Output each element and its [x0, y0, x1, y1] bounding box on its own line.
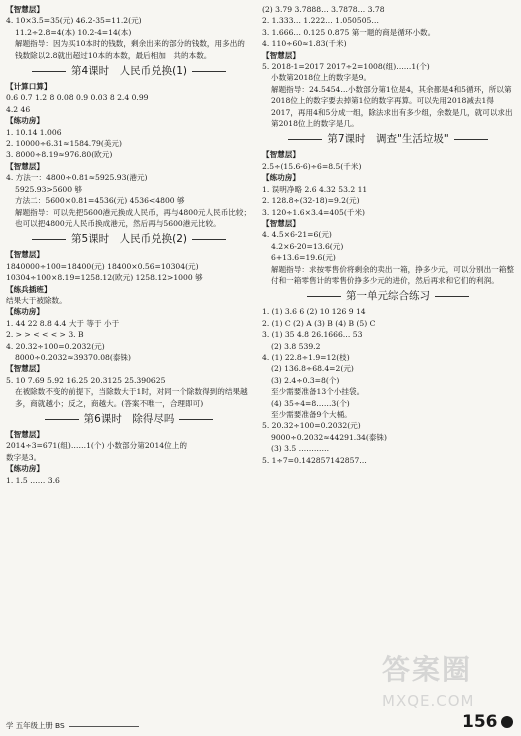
answer-line: 至少需要准备13个小挂袋。 — [271, 387, 365, 397]
explanation-paragraph: 在被除数不变的前提下，当除数大于1时，对同一个除数得到的结果越多，商就越小；反之，商越大。(答案不唯一，合理即可) — [15, 387, 248, 408]
section-tag: 【练功房】 — [6, 307, 44, 317]
heading-rule — [192, 71, 226, 72]
watermark — [372, 648, 512, 718]
answer-line: 2. > > < < < > 3. B — [6, 330, 84, 340]
section-tag: 【练功房】 — [6, 464, 44, 474]
answer-line: 5. 10 7.69 5.92 16.25 20.3125 25.390625 — [6, 375, 166, 385]
answer-line: 4.2 46 — [6, 104, 31, 114]
answer-line: 1. 10.14 1.006 — [6, 127, 62, 137]
section-tag: 【计算口算】 — [6, 82, 52, 92]
footer-rule — [69, 726, 139, 727]
explanation-paragraph: 解题指导：因为买10本时的钱数，剩余出来的部分的钱数，用多出的钱数除以2.8就出超过10本的本数，最后相加 共的本数。 — [15, 39, 245, 60]
answer-line: 小数第2018位上的数字是9。 — [271, 73, 372, 83]
heading-rule — [288, 139, 322, 140]
answer-line: 0.6 0.7 1.2 8 0.08 0.9 0.03 8 2.4 0.99 — [6, 93, 149, 103]
lesson-heading-text: 第5课时 人民币兑换(2) — [70, 233, 188, 246]
heading-rule — [179, 419, 213, 420]
explanation-paragraph: 解题指导：可以先把5600港元换成人民币，再与4800元人民币比较；也可以把4800元人民币换成港元，然后再与5600港元比较。 — [15, 207, 252, 228]
answer-line: 10304÷100×8.19=1258.12(欧元) 1258.12>1000 够 — [6, 273, 203, 283]
answer-line: 9000÷0.2032≈44291.34(泰铢) — [271, 432, 387, 442]
answer-line: 4. 方法一：4800÷0.81≈5925.93(港元) — [6, 173, 148, 183]
answer-line: 5. 2018-1=2017 2017÷2=1008(组)……1(个) — [262, 62, 430, 72]
answer-line: 2. (1) C (2) A (3) B (4) B (5) C — [262, 318, 376, 328]
answer-line: 1. (1) 3.6 6 (2) 10 126 9 14 — [262, 307, 366, 317]
lesson-heading — [6, 229, 252, 249]
answer-line: 1. 误明净略 2.6 4.32 53.2 11 — [262, 184, 368, 194]
lesson-heading — [6, 61, 252, 81]
right-column — [262, 4, 514, 466]
answer-line: 结果大于被除数。 — [6, 295, 67, 305]
lesson-heading-text: 第一单元综合练习 — [346, 290, 430, 303]
answer-line: 11.2÷2.8=4(本) 10.2-4=14(本) — [15, 27, 132, 37]
footer — [6, 720, 139, 731]
section-tag: 【智慧层】 — [6, 5, 44, 14]
section-tag: 【智慧层】 — [6, 430, 44, 439]
explanation-paragraph: 解题指导：24.5454…小数部分第1位是4，其余都是4和5循环，所以第2018位上的数字要去掉第1位的数字再算。可以先用2018减去1得2017，再用4和5分成一组，除法求出有多少组，余数是几，就可以求出第2018位上的数字是几。 — [271, 84, 513, 129]
answer-line: 5. 20.32÷100=0.2032(元) — [262, 421, 361, 431]
lesson-heading-text: 第7课时 调查"生活垃圾" — [327, 133, 449, 146]
answer-line: 4. 20.32÷100=0.2032(元) — [6, 341, 105, 351]
answer-line: (2) 136.8÷68.4=2(元) — [271, 364, 354, 374]
section-tag: 【智慧层】 — [6, 250, 44, 260]
heading-rule — [45, 419, 79, 420]
lesson-heading — [262, 286, 514, 306]
left-column — [6, 4, 252, 486]
answer-line: 4. (1) 22.8÷1.9=12(枝) — [262, 352, 350, 362]
footer-text: 学 五年级上册 BS — [6, 721, 65, 730]
section-tag: 【智慧层】 — [262, 50, 300, 60]
answer-line: 8000÷0.2032≈39370.08(泰铢) — [15, 352, 131, 362]
answer-line: 1. 1.5 …… 3.6 — [6, 475, 60, 485]
watermark-line1: 答案圈 — [382, 653, 473, 686]
explanation-paragraph: 解题指导：求按零售价将剩余的卖出一箱，挣多少元，可以分别出一箱整付和一箱零售计的零售价挣多少元的进价，然后再求和它们的利润。 — [271, 264, 514, 285]
answer-line: 5. 1÷7=0.142857142857… — [262, 455, 367, 465]
section-tag: 【智慧层】 — [6, 364, 44, 374]
answer-line: 2. 10000÷6.31≈1584.79(美元) — [6, 139, 122, 149]
answer-line: 4. 110÷60≈1.83(千米) — [262, 39, 347, 49]
answer-line: 3. 8000÷8.19≈976.80(欧元) — [6, 150, 113, 160]
lesson-heading — [262, 129, 514, 149]
answer-line: (3) 3.5 ………… — [271, 444, 330, 454]
section-tag: 【智慧层】 — [262, 218, 300, 228]
answer-line: 方法二：5600×0.81=4536(元) 4536<4800 够 — [15, 196, 185, 206]
answer-line: 2014÷3=671(组)……1(个) 小数部分第2014位上的 — [6, 441, 187, 451]
answer-line: 1. 44 22 8.8 4.4 大于 等于 小于 — [6, 318, 120, 328]
heading-rule — [32, 239, 66, 240]
answer-line: (2) 3.79 3.7888… 3.7878… 3.78 — [262, 5, 385, 14]
answer-line: (2) 3.8 539.2 — [271, 341, 321, 351]
answer-line: 2. 128.8÷(32-18)=9.2(元) — [262, 196, 360, 206]
answer-line: 2.5÷(15.6-6)÷6=8.5(千米) — [262, 161, 362, 171]
heading-rule — [192, 239, 226, 240]
answer-line: 4.2×6-20=13.6(元) — [271, 241, 344, 251]
answer-line: 4. 4.5×6-21=6(元) — [262, 230, 332, 240]
answer-line: 3. 1.666… 0.125 0.875 第一题的商是循环小数。 — [262, 27, 436, 37]
answer-line: 3. (1) 35 4.8 26.1666… 53 — [262, 330, 363, 340]
answer-line: 数字是3。 — [6, 452, 42, 462]
section-tag: 【练功房】 — [6, 116, 44, 126]
lesson-heading-text: 第4课时 人民币兑换(1) — [70, 65, 188, 78]
answer-line: 1840000÷100=18400(元) 18400×0.56=10304(元) — [6, 261, 199, 271]
heading-rule — [454, 139, 488, 140]
answer-line: 2. 1.333… 1.222… 1.050505… — [262, 16, 379, 26]
heading-rule — [307, 296, 341, 297]
section-tag: 【练兵插班】 — [6, 284, 52, 294]
lesson-heading — [6, 409, 252, 429]
lesson-heading-text: 第6课时 除得尽吗 — [83, 413, 175, 425]
heading-rule — [32, 71, 66, 72]
answer-line: (3) 2.4÷0.3=8(个) — [271, 375, 340, 385]
answer-line: 3. 120÷1.6×3.4=405(千米) — [262, 207, 366, 217]
answer-line: 6+13.6=19.6(元) — [271, 253, 336, 263]
section-tag: 【练功房】 — [262, 173, 300, 183]
section-tag: 【智慧层】 — [262, 150, 300, 160]
answer-line: 至少需要准备9个大桶。 — [271, 410, 352, 419]
answer-line: 4. 10×3.5=35(元) 46.2-35=11.2(元) — [6, 16, 142, 26]
heading-rule — [435, 296, 469, 297]
answer-line: (4) 35÷4=8……3(个) — [271, 398, 350, 408]
page-number-text: 156 — [462, 712, 498, 732]
section-tag: 【智慧层】 — [6, 161, 44, 171]
watermark-line2: MXQE.COM — [382, 692, 475, 710]
answer-line: 5925.93>5600 够 — [15, 184, 83, 194]
